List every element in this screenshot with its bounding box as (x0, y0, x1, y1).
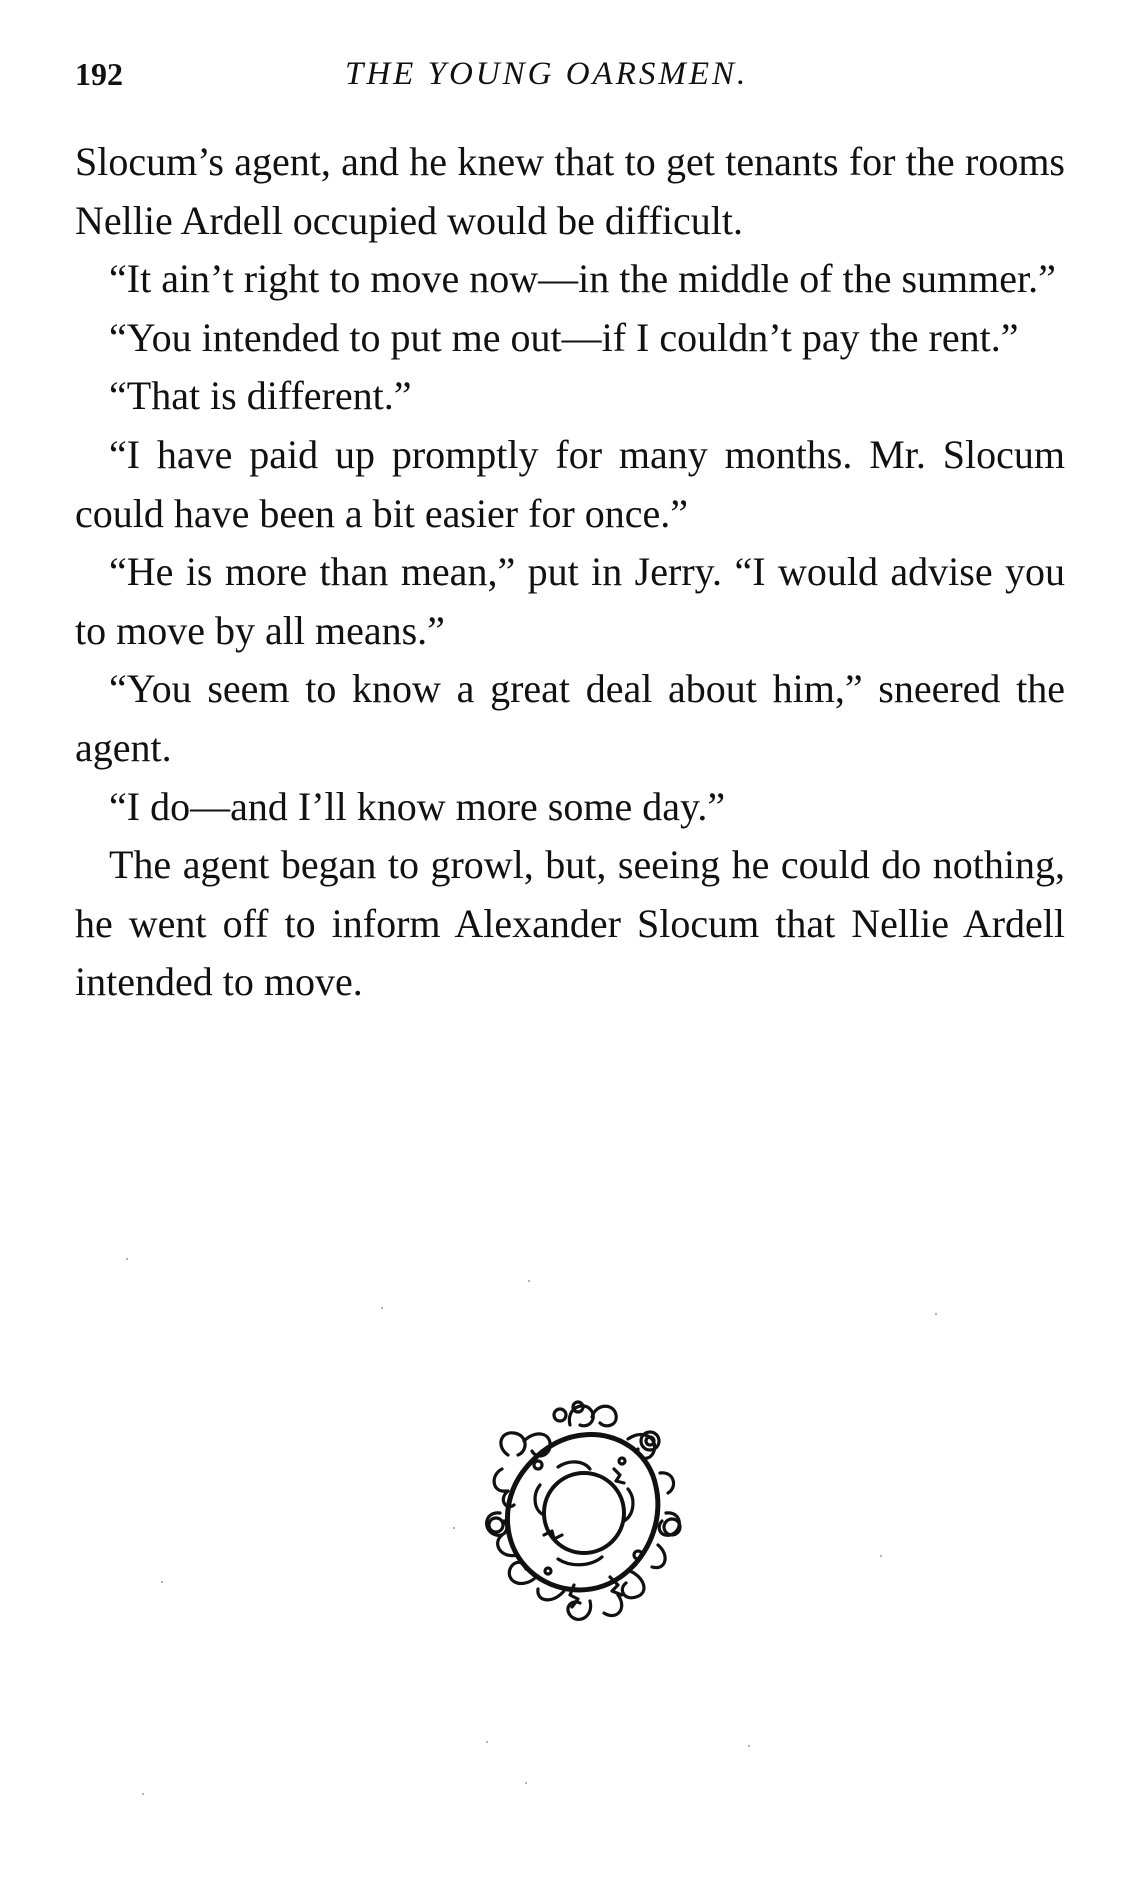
paragraph-4: “That is different.” (109, 373, 412, 419)
paragraph-7: “You seem to know a great deal about him,” sneered the agent. (75, 666, 1065, 770)
paragraph-5: “I have paid up promptly for many months. Mr. Slocum could have been a bit easier for once.” (75, 431, 1065, 536)
page-number: 192 (75, 56, 123, 92)
body-text (75, 133, 1065, 1012)
paragraph-9: The agent began to growl, but, seeing he could do nothing, he went off to inform Alexander Slocum that Nellie Ardell intended to move. (75, 842, 1065, 1005)
floral-wreath-ornament-icon (478, 1395, 688, 1630)
paragraph-6: “He is more than mean,” put in Jerry. “I would advise you to move by all means.” (75, 549, 1065, 653)
scan-speck (381, 1307, 383, 1309)
book-title: THE YOUNG OARSMEN. (345, 56, 749, 92)
scan-speck (748, 1745, 750, 1747)
running-head (75, 56, 1065, 106)
scan-speck (453, 1527, 455, 1529)
scan-speck (142, 1793, 144, 1795)
scan-speck (528, 1280, 530, 1282)
scan-speck (486, 1741, 488, 1743)
paragraph-3: “You intended to put me out—if I couldn’t pay the rent.” (109, 314, 1019, 360)
scan-speck (161, 1581, 163, 1583)
scan-speck (935, 1313, 937, 1315)
scan-speck (525, 1782, 527, 1784)
paragraph-2: “It ain’t right to move now—in the middle of the summer.” (109, 256, 1056, 302)
paragraph-1: Slocum’s agent, and he knew that to get tenants for the rooms Nellie Ardell occupied would be difficult. (75, 139, 1065, 243)
scan-speck (880, 1555, 882, 1557)
scan-speck (126, 1258, 128, 1260)
paragraph-8: “I do—and I’ll know more some day.” (109, 783, 726, 829)
